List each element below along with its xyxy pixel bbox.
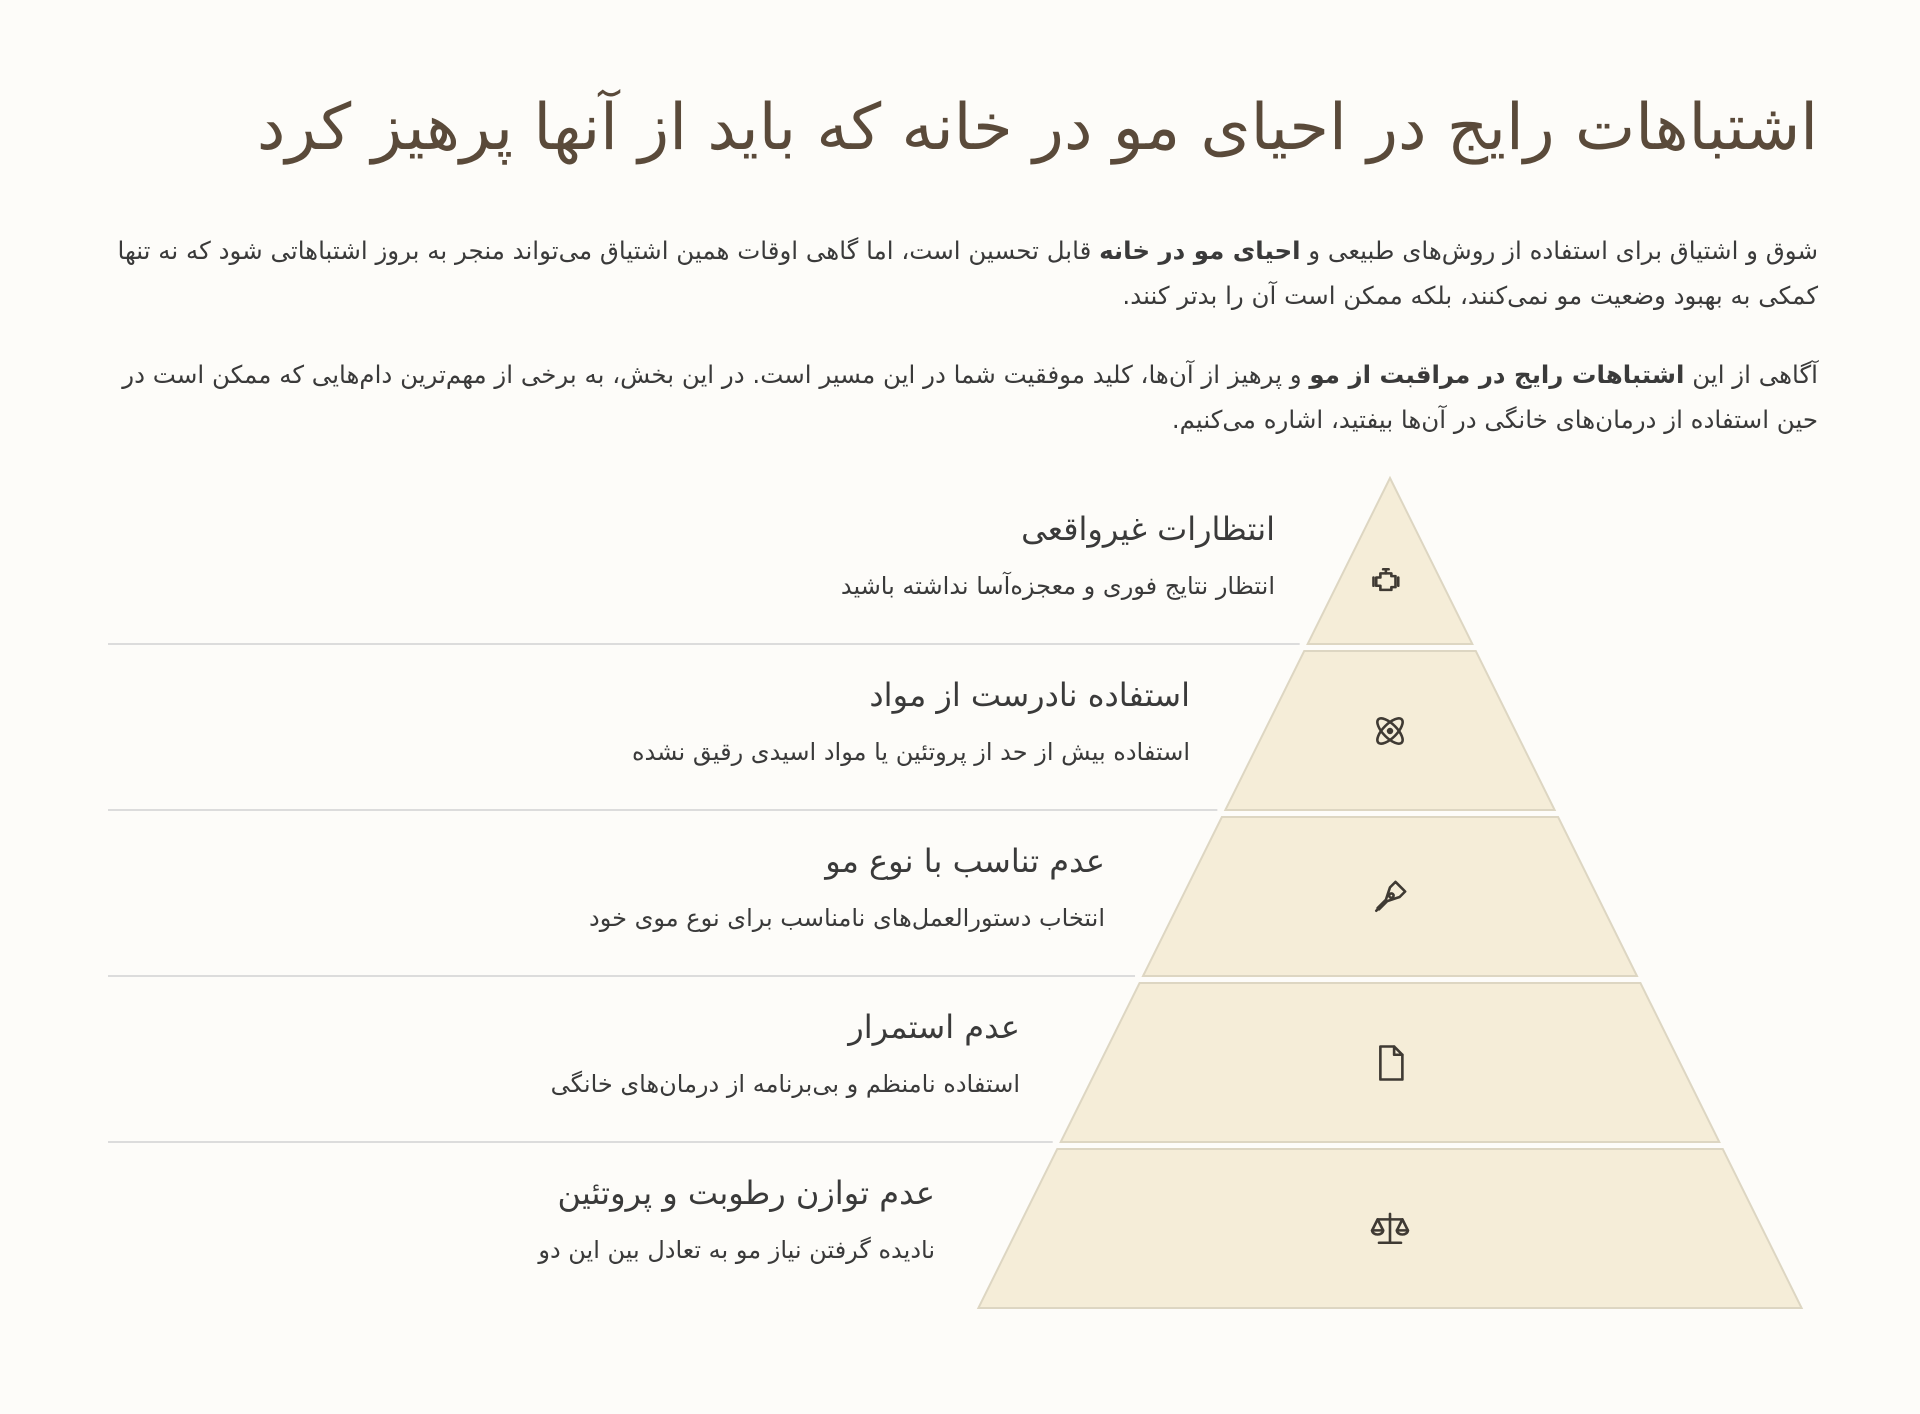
file-icon	[1368, 1041, 1412, 1085]
engine-icon	[1368, 561, 1412, 605]
level-description: انتظار نتایج فوری و معجزه‌آسا نداشته باشید	[840, 572, 1275, 600]
intro-text: آگاهی از این	[1684, 360, 1818, 389]
page-title: اشتباهات رایج در احیای مو در خانه که باید از آنها پرهیز کرد	[256, 91, 1818, 165]
pen-nib-icon	[1368, 875, 1412, 919]
pyramid-level	[290, 672, 1190, 772]
level-title: عدم توازن رطوبت و پروتئین	[557, 1174, 935, 1212]
intro-highlight: احیای مو در خانه	[1099, 236, 1301, 265]
level-description: نادیده گرفتن نیاز مو به تعادل بین این دو	[538, 1236, 935, 1264]
level-description: انتخاب دستورالعمل‌های نامناسب برای نوع موی خود	[589, 904, 1105, 932]
level-description: استفاده نامنظم و بی‌برنامه از درمان‌های خانگی	[550, 1070, 1020, 1098]
pyramid-level	[205, 838, 1105, 938]
pyramid-level	[120, 1004, 1020, 1104]
scale-icon	[1368, 1207, 1412, 1251]
level-title: انتظارات غیرواقعی	[1021, 510, 1275, 548]
intro-text: شوق و اشتیاق برای استفاده از روش‌های طبیعی و	[1300, 236, 1818, 265]
level-title: عدم استمرار	[848, 1008, 1020, 1046]
intro-text: قابل تحسین است، اما گاهی اوقات همین اشتیاق می‌تواند منجر به بروز اشتباهاتی شود که نه تنها کمکی به بهبود وضعیت مو نمی‌کنند، بلکه ممکن است آن را بدتر کنند.	[117, 236, 1818, 310]
atom-icon	[1368, 709, 1412, 753]
level-title: عدم تناسب با نوع مو	[825, 842, 1105, 880]
pyramid-level	[375, 506, 1275, 606]
intro-text: و پرهیز از آن‌ها، کلید موفقیت شما در این مسیر است. در این بخش، به برخی از مهم‌ترین دام‌هایی که ممکن است در حین استفاده از درمان‌های خانگی در آن‌ها بیفتید، اشاره می‌کنیم.	[122, 360, 1818, 434]
level-description: استفاده بیش از حد از پروتئین یا مواد اسیدی رقیق نشده	[631, 738, 1190, 766]
pyramid-level	[35, 1170, 935, 1270]
intro-highlight: اشتباهات رایج در مراقبت از مو	[1309, 360, 1685, 389]
level-title: استفاده نادرست از مواد	[869, 676, 1190, 714]
